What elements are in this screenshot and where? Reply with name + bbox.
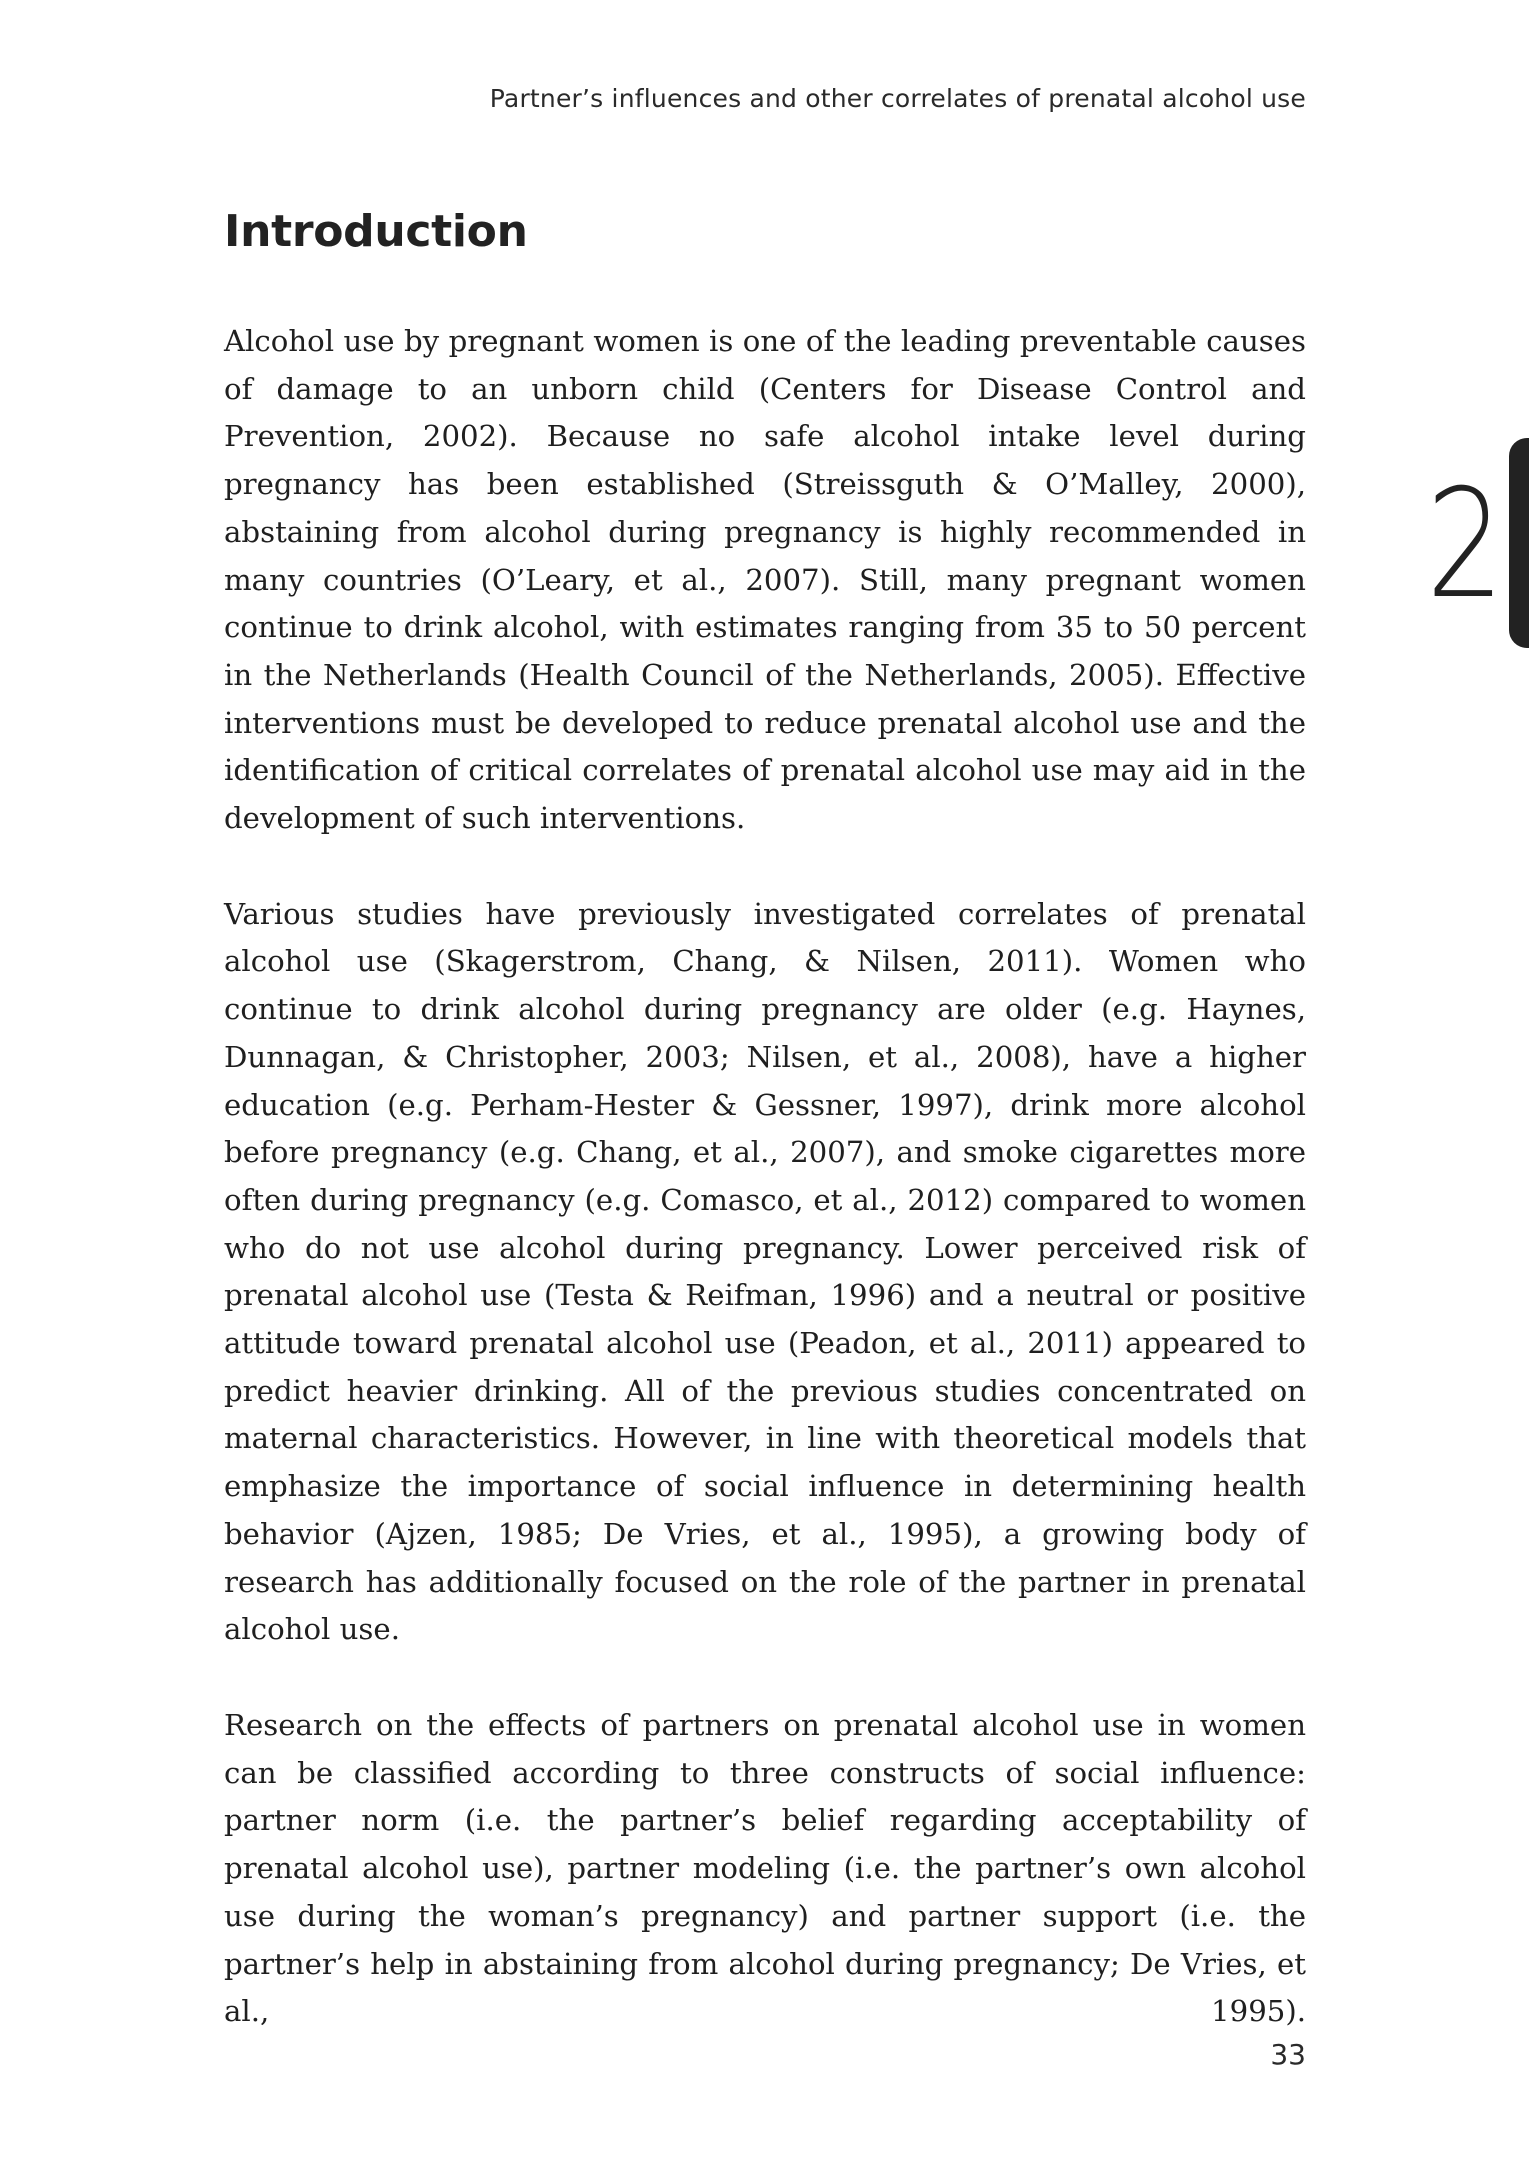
paragraph-1: Alcohol use by pregnant women is one of the leading preventable causes of damage to an unborn child (Centers for Disease Control and Prevention, 2002). Because no safe alcohol intake level during pregnancy has been established (Streissguth & O’Malley, 2000), abstaining from alcohol during pregnancy is highly recommended in many countries (O’Leary, et al., 2007). Still, many pregnant women continue to drink alcohol, with estimates ranging from 35 to 50 percent in the Netherlands (Health Council of the Netherlands, 2005). Effective interventions must be developed to reduce prenatal alcohol use and the identification of critical correlates of prenatal alcohol use may aid in the development of such interventions. <box>224 324 1306 836</box>
chapter-tab-marker <box>1509 438 1529 648</box>
page-number: 33 <box>1270 2038 1306 2071</box>
chapter-number: 2 <box>1426 458 1505 632</box>
body-text <box>224 318 1306 2084</box>
running-header: Partner’s influences and other correlates of prenatal alcohol use <box>489 84 1306 113</box>
paragraph-2: Various studies have previously investigated correlates of prenatal alcohol use (Skagerstrom, Chang, & Nilsen, 2011). Women who continue to drink alcohol during pregnancy are older (e.g. Haynes, Dunnagan, & Christopher, 2003; Nilsen, et al., 2008), have a higher education (e.g. Perham-Hester & Gessner, 1997), drink more alcohol before pregnancy (e.g. Chang, et al., 2007), and smoke cigarettes more often during pregnancy (e.g. Comasco, et al., 2012) compared to women who do not use alcohol during pregnancy. Lower perceived risk of prenatal alcohol use (Testa & Reifman, 1996) and a neutral or positive attitude toward prenatal alcohol use (Peadon, et al., 2011) appeared to predict heavier drinking. All of the previous studies concentrated on maternal characteristics. However, in line with theoretical models that emphasize the importance of social influence in determining health behavior (Ajzen, 1985; De Vries, et al., 1995), a growing body of research has additionally focused on the role of the partner in prenatal alcohol use. <box>224 896 1306 1647</box>
section-title: Introduction <box>224 206 528 257</box>
paragraph-3: Research on the effects of partners on prenatal alcohol use in women can be classified according to three constructs of social influence: partner norm (i.e. the partner’s belief regarding acceptability of prenatal alcohol use), partner modeling (i.e. the partner’s own alcohol use during the woman’s pregnancy) and partner support (i.e. the partner’s help in abstaining from alcohol during pregnancy; De Vries, et al., 1995). <box>224 1707 1306 2029</box>
